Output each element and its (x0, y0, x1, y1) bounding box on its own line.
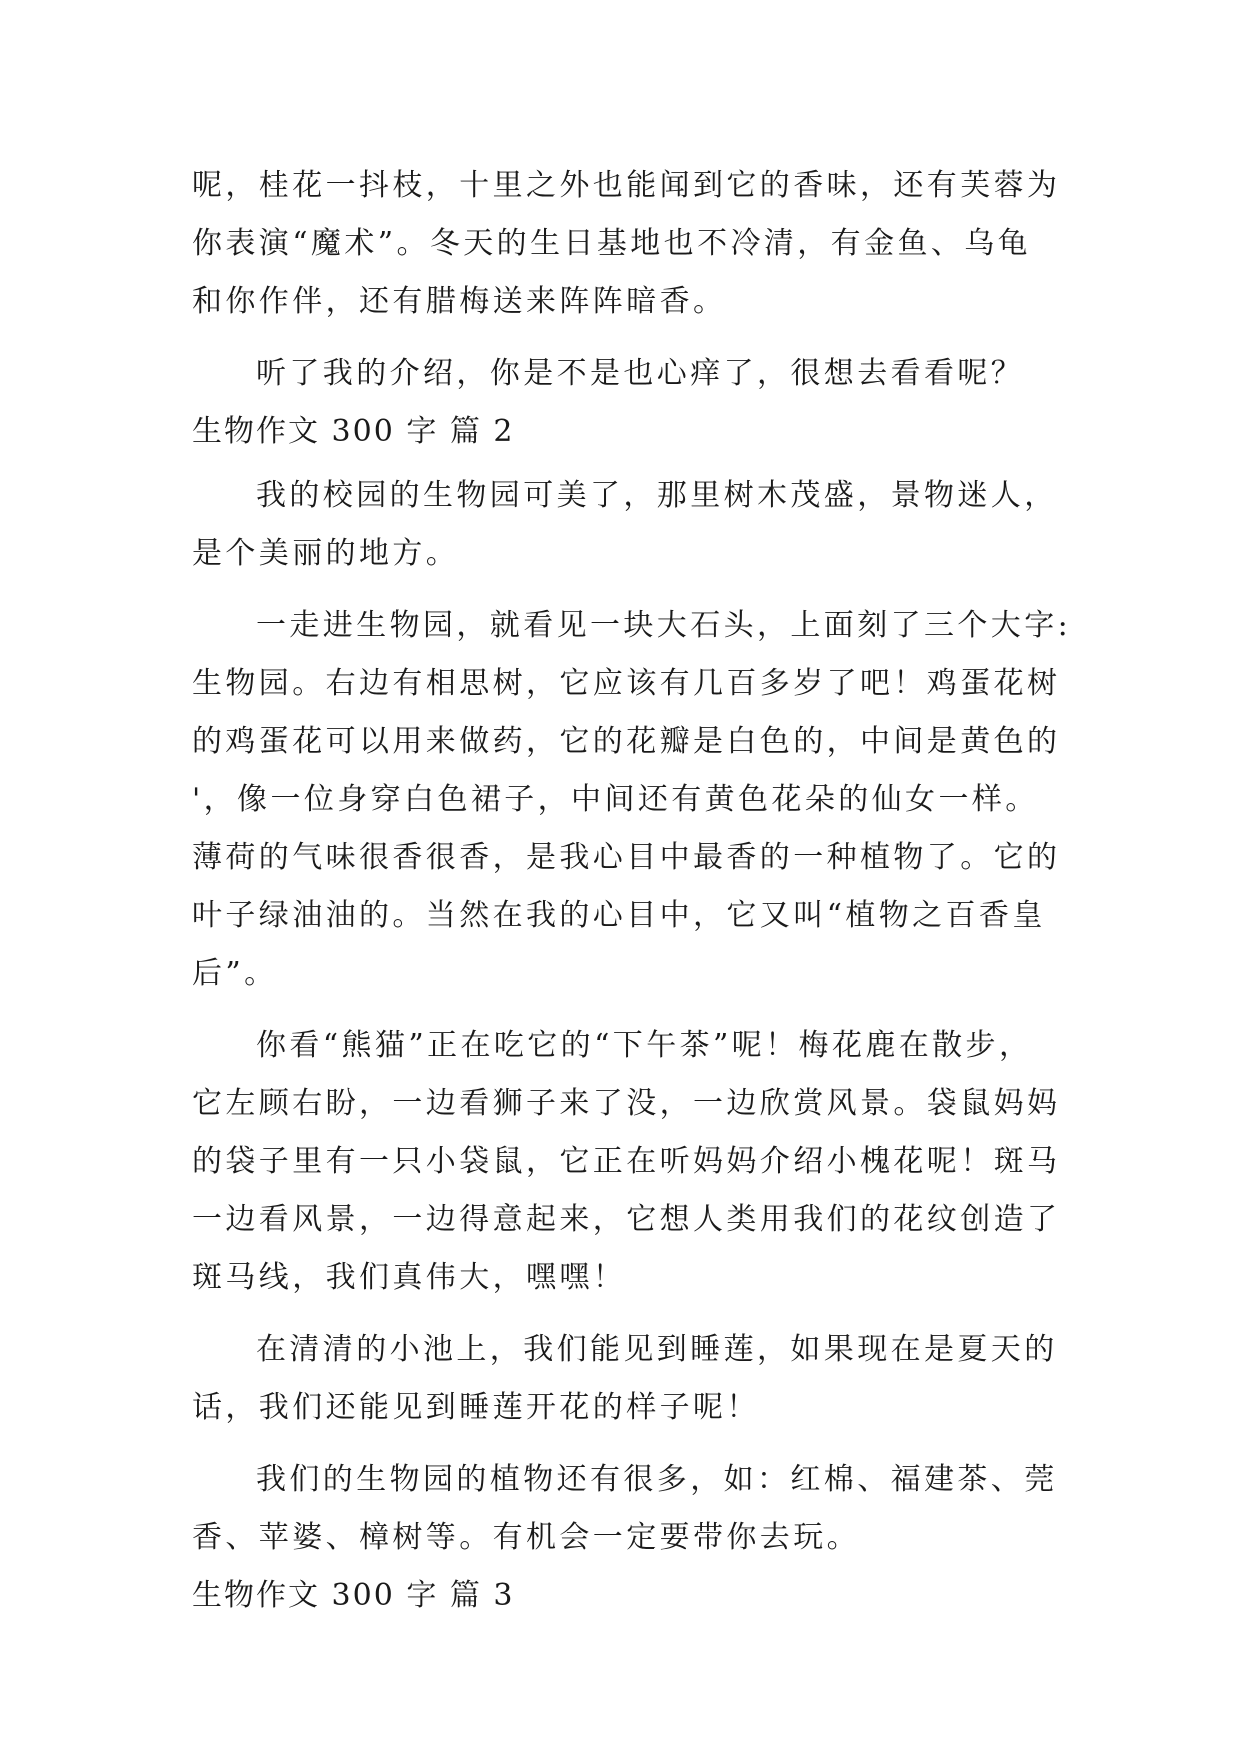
text-line: 后”。 (192, 956, 278, 991)
paragraph-continued (192, 157, 1062, 331)
section-heading-3: 生物作文 300 字 篇 3 (192, 1578, 515, 1613)
section-heading-2: 生物作文 300 字 篇 2 (192, 414, 515, 449)
paragraph (192, 1017, 1062, 1307)
text-line: 是个美丽的地方。 (192, 536, 460, 571)
text-line: 香、苹婆、樟树等。有机会一定要带你去玩。 (192, 1520, 860, 1555)
text-line: 话，我们还能见到睡莲开花的样子呢！ (192, 1390, 760, 1425)
text-line: 你看“熊猫”正在吃它的“下午茶”呢！梅花鹿在散步， (256, 1028, 1033, 1063)
text-line: 的袋子里有一只小袋鼠，它正在听妈妈介绍小槐花呢！斑马 (192, 1144, 1061, 1179)
text-line: 斑马线，我们真伟大，嘿嘿！ (192, 1260, 627, 1295)
text-line: 我们的生物园的植物还有很多，如：红棉、福建茶、莞 (256, 1462, 1058, 1497)
document-page (192, 157, 1072, 1625)
paragraph-closing (192, 345, 1062, 403)
paragraph (192, 1321, 1062, 1437)
text-line: 的鸡蛋花可以用来做药，它的花瓣是白色的，中间是黄色的 (192, 724, 1061, 759)
paragraph (192, 467, 1062, 583)
text-line: 和你作伴，还有腊梅送来阵阵暗香。 (192, 284, 727, 319)
text-line: 呢，桂花一抖枝，十里之外也能闻到它的香味，还有芙蓉为 (192, 168, 1061, 203)
paragraph (192, 1451, 1062, 1567)
text-line: 听了我的介绍，你是不是也心痒了，很想去看看呢？ (256, 356, 1025, 391)
text-line: 在清清的小池上，我们能见到睡莲，如果现在是夏天的 (256, 1332, 1058, 1367)
text-line: 一边看风景，一边得意起来，它想人类用我们的花纹创造了 (192, 1202, 1061, 1237)
text-line: 你表演“魔术”。冬天的生日基地也不冷清，有金鱼、乌龟 (192, 226, 1032, 261)
paragraph (192, 597, 1072, 1003)
text-line: '，像一位身穿白色裙子，中间还有黄色花朵的仙女一样。 (192, 782, 1039, 817)
text-line: 一走进生物园，就看见一块大石头，上面刻了三个大字: (256, 608, 1072, 643)
text-line: 薄荷的气味很香很香，是我心目中最香的一种植物了。它的 (192, 840, 1061, 875)
text-line: 生物园。右边有相思树，它应该有几百多岁了吧！鸡蛋花树 (192, 666, 1061, 701)
text-line: 它左顾右盼，一边看狮子来了没，一边欣赏风景。袋鼠妈妈 (192, 1086, 1061, 1121)
text-line: 叶子绿油油的。当然在我的心目中，它又叫“植物之百香皇 (192, 898, 1046, 933)
text-line: 我的校园的生物园可美了，那里树木茂盛，景物迷人， (256, 478, 1058, 513)
